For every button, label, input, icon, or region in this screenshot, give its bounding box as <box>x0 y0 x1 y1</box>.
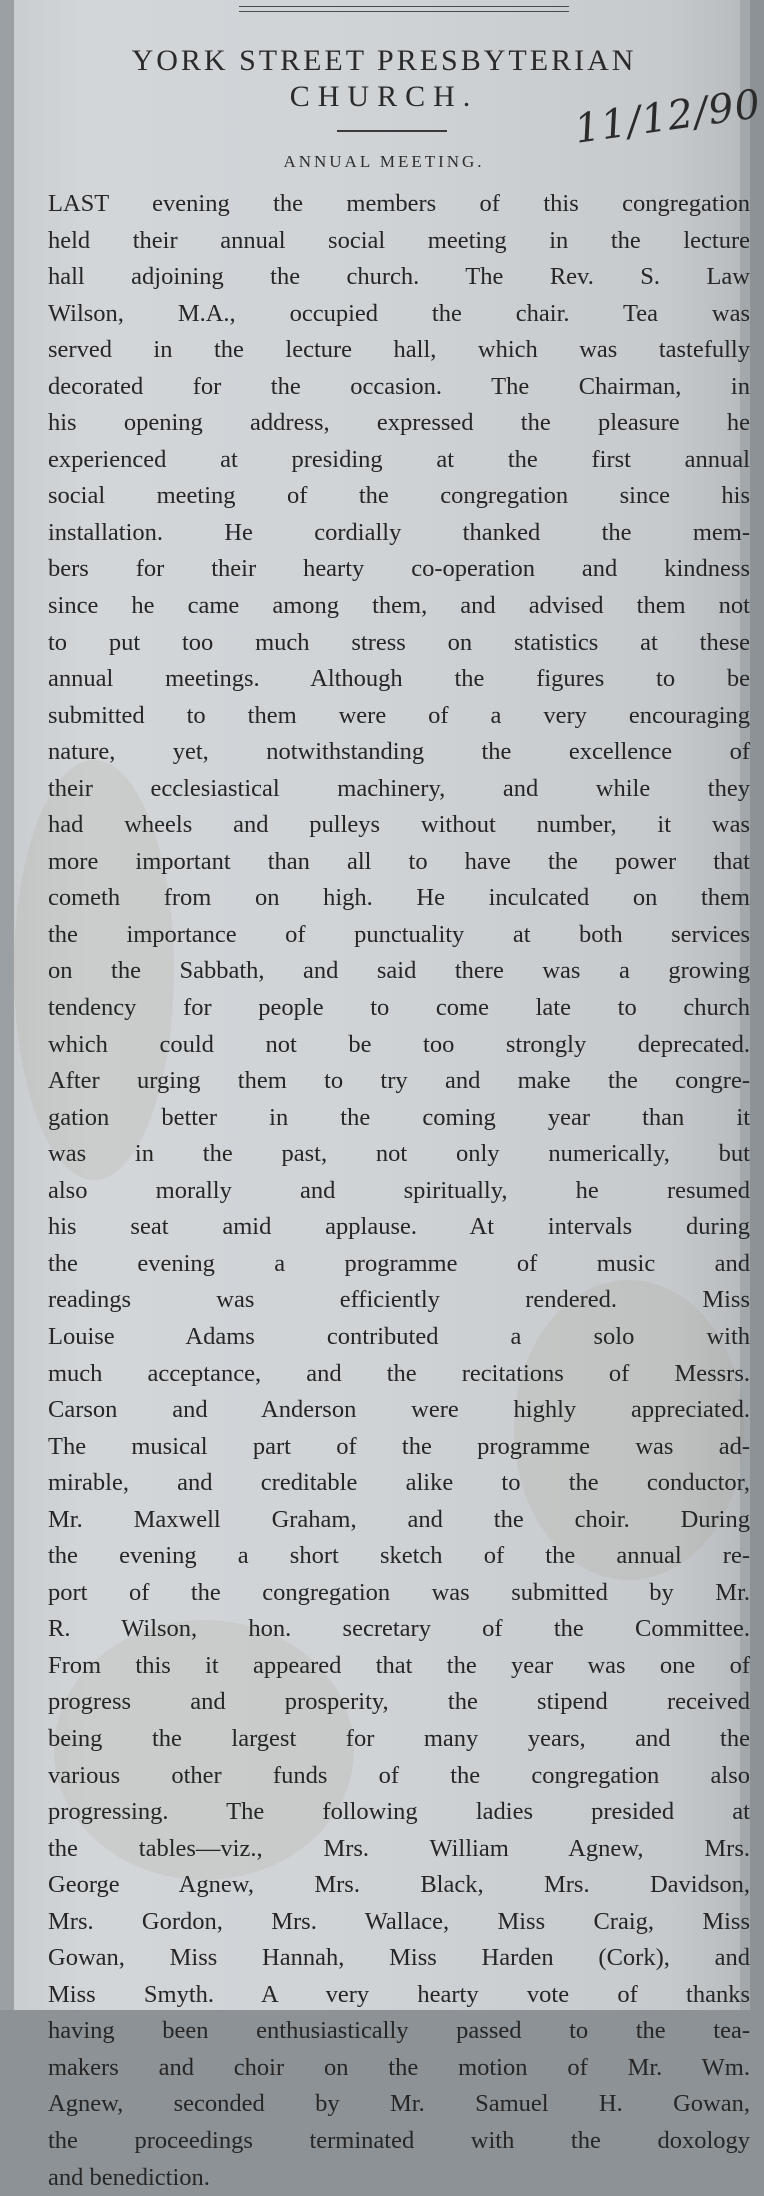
article-line: the proceedings terminated with the doxology <box>48 2126 750 2154</box>
article-line: Agnew, seconded by Mr. Samuel H. Gowan, <box>48 2090 750 2118</box>
article-line: Mr. Maxwell Graham, and the choir. During <box>48 1505 750 1533</box>
article-line: his opening address, expressed the pleasure he <box>48 409 750 437</box>
article-line: their ecclesiastical machinery, and while they <box>48 774 750 802</box>
article-line: progress and prosperity, the stipend received <box>48 1688 750 1716</box>
article-line: tendency for people to come late to church <box>48 994 750 1022</box>
article-line: and benediction. <box>48 2163 210 2191</box>
article-subtitle: ANNUAL MEETING. <box>283 152 485 171</box>
article-line: Gowan, Miss Hannah, Miss Harden (Cork), and <box>48 1944 750 1972</box>
article-line: mirable, and creditable alike to the conductor, <box>48 1469 750 1497</box>
article-line: nature, yet, notwithstanding the excellence of <box>48 738 750 766</box>
article-line: From this it appeared that the year was one of <box>48 1651 750 1679</box>
top-rule <box>239 6 569 12</box>
article-line: was in the past, not only numerically, but <box>48 1140 750 1168</box>
article-title-line-2: CHURCH. <box>289 80 479 113</box>
article-line: various other funds of the congregation also <box>48 1761 750 1789</box>
article-line: bers for their hearty co-operation and kindness <box>48 555 750 583</box>
article-line: decorated for the occasion. The Chairman, in <box>48 372 750 400</box>
article-line: After urging them to try and make the congre- <box>48 1067 750 1095</box>
article-line: the evening a programme of music and <box>48 1249 750 1277</box>
article-line: George Agnew, Mrs. Black, Mrs. Davidson, <box>48 1871 750 1899</box>
article-line: Carson and Anderson were highly appreciated. <box>48 1396 750 1424</box>
article-line: much acceptance, and the recitations of Messrs. <box>48 1359 750 1387</box>
article-line: cometh from on high. He inculcated on them <box>48 884 750 912</box>
article-line: annual meetings. Although the figures to be <box>48 665 750 693</box>
article-line: the tables—viz., Mrs. William Agnew, Mrs. <box>48 1834 750 1862</box>
article-line: held their annual social meeting in the lecture <box>48 226 750 254</box>
article-line: experienced at presiding at the first annual <box>48 445 750 473</box>
article-body <box>48 186 750 2196</box>
article-line: readings was efficiently rendered. Miss <box>48 1286 750 1314</box>
article-line: had wheels and pulleys without number, it was <box>48 811 750 839</box>
article-line: LAST evening the members of this congregation <box>48 190 750 217</box>
article-line: which could not be too strongly deprecated. <box>48 1030 750 1058</box>
article-line: Wilson, M.A., occupied the chair. Tea was <box>48 299 750 327</box>
article-line: also morally and spiritually, he resumed <box>48 1176 750 1204</box>
article-line: installation. He cordially thanked the mem- <box>48 518 750 546</box>
article-line: the evening a short sketch of the annual re- <box>48 1542 750 1570</box>
article-line: submitted to them were of a very encouraging <box>48 701 750 729</box>
article-line: The musical part of the programme was ad- <box>48 1432 750 1460</box>
article-line: social meeting of the congregation since his <box>48 482 750 510</box>
article-line: hall adjoining the church. The Rev. S. Law <box>48 263 750 291</box>
article-title-line-1: YORK STREET PRESBYTERIAN <box>131 44 637 77</box>
article-line: since he came among them, and advised them not <box>48 592 750 620</box>
article-line: more important than all to have the power that <box>48 847 750 875</box>
article-line: port of the congregation was submitted by Mr. <box>48 1578 750 1606</box>
article-line: Miss Smyth. A very hearty vote of thanks <box>48 1980 750 2008</box>
article-line: the importance of punctuality at both services <box>48 920 750 948</box>
article-line: Louise Adams contributed a solo with <box>48 1322 750 1350</box>
article-line: to put too much stress on statistics at these <box>48 628 750 656</box>
article-line: Mrs. Gordon, Mrs. Wallace, Miss Craig, Miss <box>48 1907 750 1935</box>
article-line: gation better in the coming year than it <box>48 1103 750 1131</box>
article-line: R. Wilson, hon. secretary of the Committee. <box>48 1615 750 1643</box>
article-line: having been enthusiastically passed to the tea- <box>48 2017 750 2045</box>
article-line: being the largest for many years, and the <box>48 1724 750 1752</box>
article-line: his seat amid applause. At intervals during <box>48 1213 750 1241</box>
article-line: progressing. The following ladies presided at <box>48 1798 750 1826</box>
handwritten-date: 11/12/90 <box>571 81 764 153</box>
article-line: on the Sabbath, and said there was a growing <box>48 957 750 985</box>
article-line: makers and choir on the motion of Mr. Wm. <box>48 2053 750 2081</box>
article-line: served in the lecture hall, which was tastefully <box>48 336 750 364</box>
heading-divider <box>337 130 447 132</box>
